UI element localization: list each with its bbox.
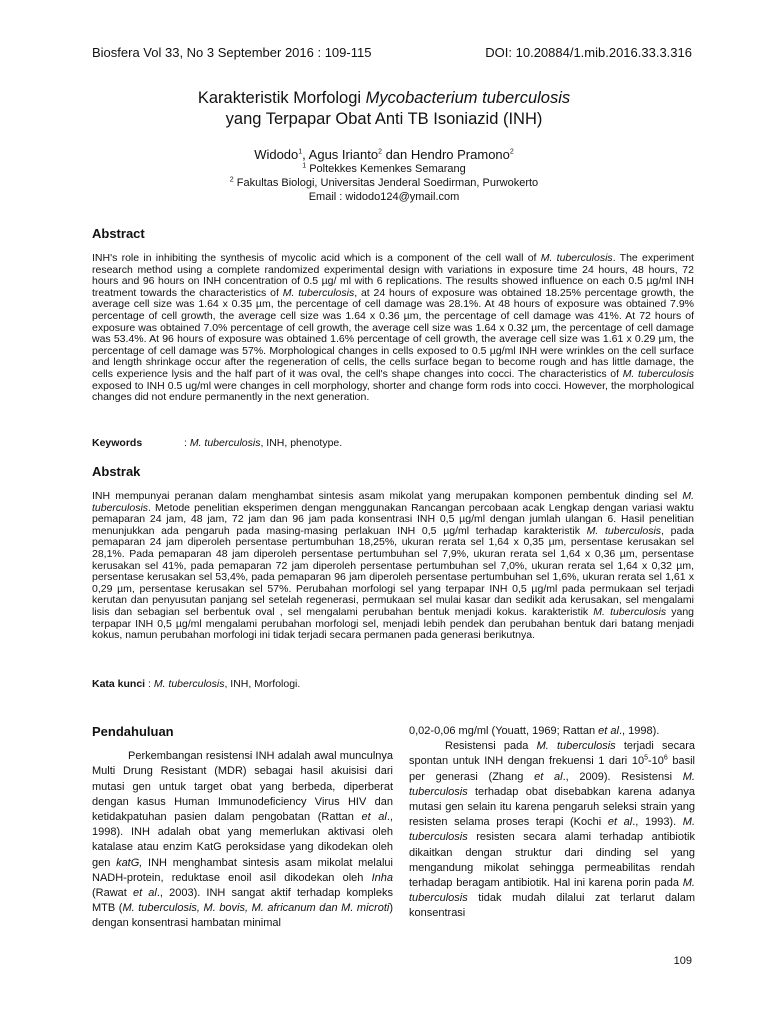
abstract-heading: Abstract — [92, 226, 145, 241]
intro-continued-text: 0,02-0,06 mg/ml (Youatt, 1969; Rattan et al., 1998). — [409, 725, 660, 737]
title-line-2: yang Terpapar Obat Anti TB Isoniazid (INH) — [225, 110, 543, 128]
doi: DOI: 10.20884/1.mib.2016.33.3.316 — [485, 45, 692, 60]
title-species: Mycobacterium tuberculosis — [365, 89, 571, 107]
abstrak-heading: Abstrak — [92, 464, 141, 479]
abstract-section — [92, 226, 694, 404]
affiliation-2: $^2$ Fakultas Biologi, Universitas Jenderal Soedirman, Purwokerto — [229, 176, 539, 189]
paper-title — [0, 88, 768, 130]
intro-paragraph-2: Resistensi pada M. tuberculosis terjadi secara spontan untuk INH dengan frekuensi 1 dari $10^5-10^6$ basil per generasi (Zhang et al., 2009). Resistensi M. tuberculosis terhadap obat disebabkan karena adanya mutasi gen selain itu karena pengaruh seleksi strain yang resisten selama proses terapi (Kochi et al., 1993). M. tuberculosis resisten secara alami terhadap antibiotik dikaitkan dengan struktur dari dinding sel yang mengandung mikolat sehingga permeabilitas rendah terhadap beragam antibiotik. Hal ini karena porin pada M. tuberculosis tidak mudah dilalui zat terlarut dalam konsentrasi — [409, 740, 696, 920]
keywords: Keywords : M. tuberculosis, INH, phenotype. — [92, 437, 343, 449]
intro-left-column — [92, 724, 393, 932]
kata-kunci: Kata kunci : M. tuberculosis, INH, Morfologi. — [92, 678, 301, 690]
author-names: Widodo$^1$, Agus Irianto$^2$ dan Hendro Pramono$^2$ — [254, 147, 514, 162]
authors-block — [0, 148, 768, 204]
affiliation-1: $^1$ Poltekkes Kemenkes Semarang — [302, 162, 466, 175]
abstrak-section — [92, 464, 694, 642]
abstrak-text: INH mempunyai peranan dalam menghambat sintesis asam mikolat yang merupakan komponen pembentuk dinding sel M. tuberculosis. Metode penelitian eksperimen dengan menggunakan Rancangan percobaan acak Lengkap dengan variasi waktu pemaparan 24 jam, 48 jam, 72 jam dan 96 jam pada konsentrasi INH 0,5 µg/ml dengan jumlah ulangan 6. Hasil penelitian menunjukkan ada pengaruh pada masing-masing perlakuan INH 0,5 µg/ml terhadap karakteristik M. tuberculosis, pada pemaparan 24 jam diperoleh persentase pertumbuhan 18,25%, ukuran rerata sel 1,64 x 0,35 µm, persentase kerusakan sel 28,1%. Pada pemaparan 48 jam diperoleh persentase pertumbuhan sel 7,9%, ukuran rerata sel 1,64 x 0,36 µm, persentase kerusakan sel 41%, pada pemaparan 72 jam diperoleh persentase pertumbuhan sel 7,0%, ukuran rerata sel 1,64 x 0,32 µm, persentase kerusakan sel 53,4%, pada pemaparan 96 jam diperoleh persentase pertumbuhan sel 1,6%, ukuran rerata sel 1,61 x 0,29 µm, persentase kerusakan sel 57%. Perubahan morfologi sel yang terpapar INH 0,5 µg/ml pada permukaan sel terjadi kerutan dan penyusutan panjang sel setelah regenerasi, permukaan sel mulai kasar dan sedikit ada kerusakan, sel mengalami lisis dan sebagian sel berbentuk oval , sel mengalami perubahan bentuk menjadi kokus. karakteristik M. tuberculosis yang terpapar INH 0,5 µg/ml mengalami perubahan morfologi sel, menjadi lebih pendek dan perubahan bentuk dari batang menjadi kokus, namun perubahan morfologi ini tidak terjadi secara permanen pada generasi berikutnya. — [92, 490, 694, 642]
keywords-label: Keywords — [92, 437, 143, 449]
journal-citation: Biosfera Vol 33, No 3 September 2016 : 109-115 — [92, 45, 372, 60]
title-line-1: Karakteristik Morfologi Mycobacterium tuberculosis — [197, 89, 571, 107]
intro-right-column — [409, 724, 695, 922]
author-email: Email : widodo124@ymail.com — [308, 191, 460, 203]
intro-paragraph-1: Perkembangan resistensi INH adalah awal munculnya Multi Drung Resistant (MDR) sebagai hasil akuisisi dari mutasi gen untuk target obat yang berbeda, diperberat dengan kasus Human Immunodeficiency Virus HIV dan ketidakpatuhan pasien dalam pengobatan (Rattan et al., 1998). INH adalah obat yang memerlukan aktivasi oleh katalase atau enzim KatG peroksidase yang dikodekan oleh gen katG, INH menghambat sintesis asam mikolat melalui NADH-protein, reduktase enoil asil dikodekan oleh Inha (Rawat et al., 2003). INH sangat aktif terhadap kompleks MTB (M. tuberculosis, M. bovis, M. africanum dan M. microti) dengan konsentrasi hambatan minimal — [92, 750, 393, 930]
intro-heading: Pendahuluan — [92, 724, 174, 739]
kata-kunci-label: Kata kunci — [92, 678, 146, 690]
abstract-text: INH's role in inhibiting the synthesis of mycolic acid which is a component of the cell wall of M. tuberculosis. The experiment research method using a complete randomized experimental design with variations in exposure time 24 hours, 48 hours, 72 hours and 96 hours on INH concentration of 0.5 µg/ ml with 6 replications. The results showed influence on each 0.5 µg/ml INH treatment towards the characteristics of M. tuberculosis, at 24 hours of exposure was obtained 18.25% percentage growth, the average cell size was 1.64 x 0.35 µm, the percentage of cell damage was 28.1%. At 48 hours of exposure was obtained 7.9% percentage of cell growth, the average cell size was 1.64 x 0.36 µm, the percentage of cell damage was 41%. At 72 hours of exposure was obtained 7.0% percentage of cell growth, the average cell size was 1.64 x 0.32 µm, the percentage of cell damage was 53.4%. At 96 hours of exposure was obtained 1.6% percentage of cell growth, the average cell size was 1.61 x 0.29 µm, the percentage of cell damage was 57%. Morphological changes in cells exposed to 0.5 µg/ml INH were wrinkles on the cell surface and length shrinkage occur after the regeneration of cells, the cells surface began to become rough and has little damage, the cells experience lysis and the half part of it was oval, the cell's shape changes into cocci. The characteristics of M. tuberculosis exposed to INH 0.5 ug/ml were changes in cell morphology, shorter and change form rods into cocci. However, the morphological changes did not endure permanently in the next generation. — [92, 252, 695, 404]
page-number: 109 — [673, 955, 692, 967]
